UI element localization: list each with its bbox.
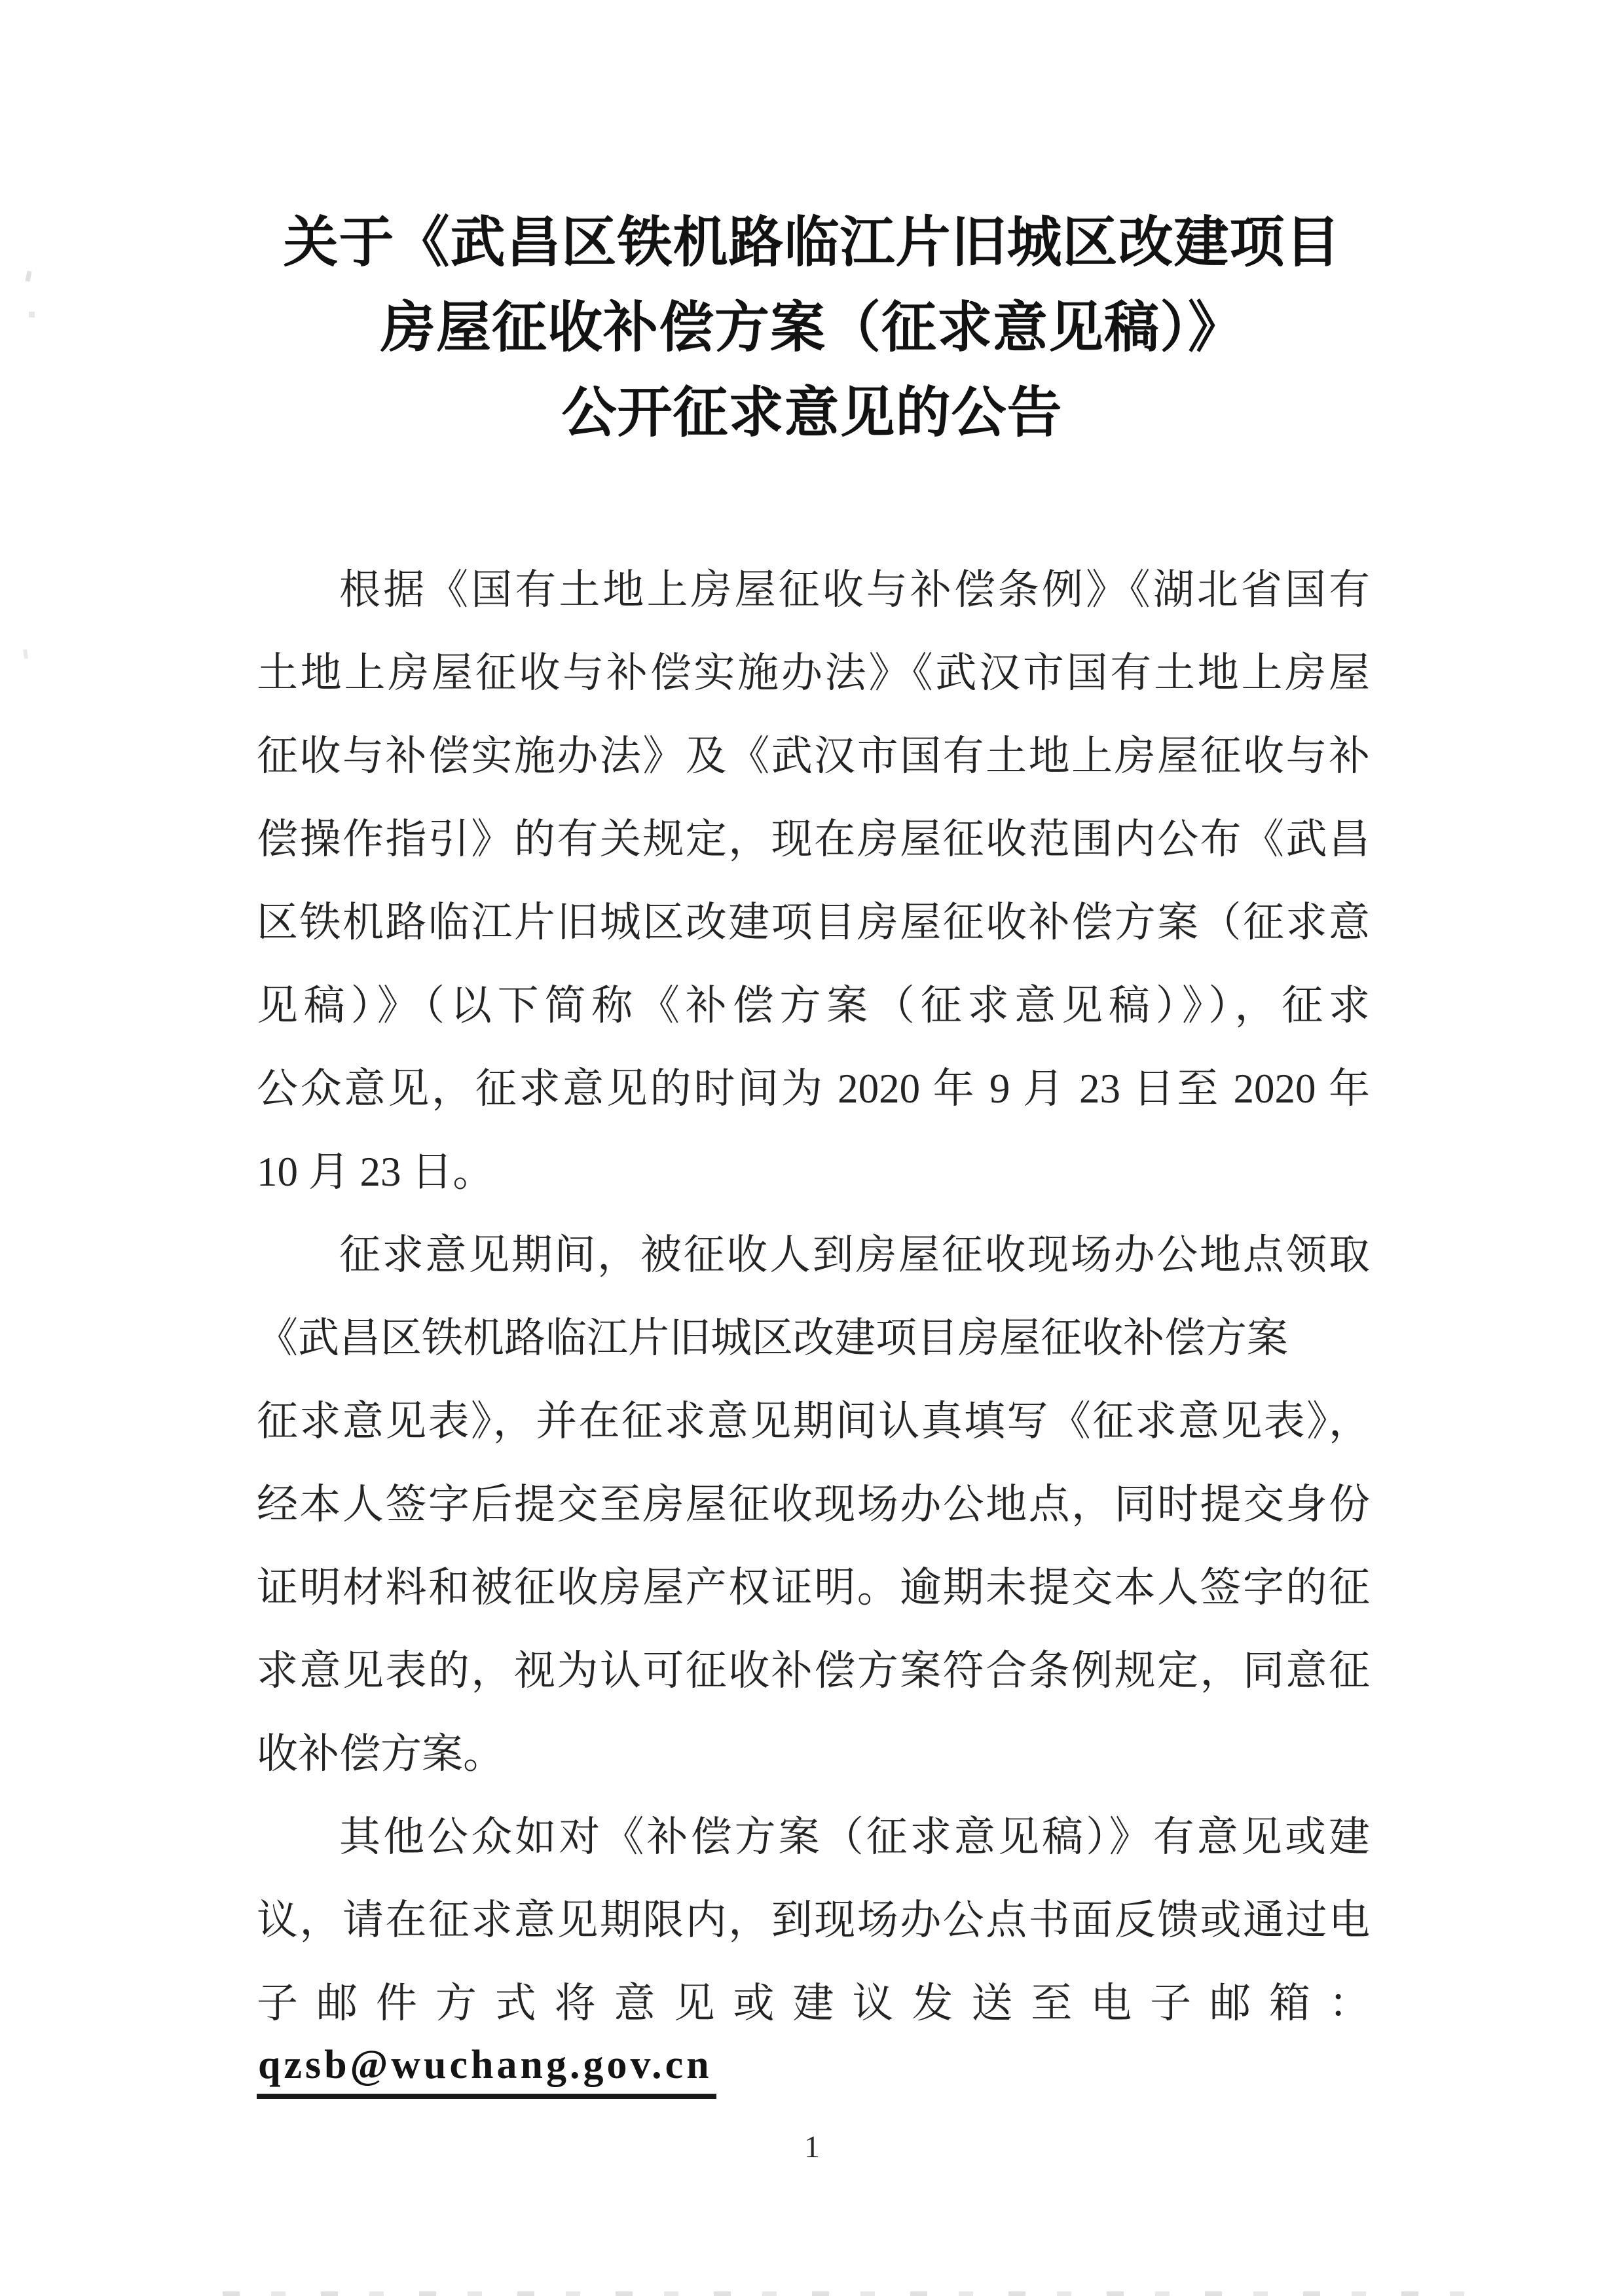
body-line: 收补偿方案。 [257, 1731, 504, 1777]
body-line: 求意见表的，视为认可征收补偿方案符合条例规定，同意征 [257, 1648, 1370, 1694]
title-line-3: 公开征求意见的公告 [561, 382, 1063, 443]
body-line: 土地上房屋征收与补偿实施办法》《武汉市国有土地上房屋 [257, 650, 1370, 696]
body-line: 偿操作指引》的有关规定，现在房屋征收范围内公布《武昌 [257, 816, 1370, 862]
next-page-text-bleed [223, 2291, 1493, 2296]
body-line: 征求意见表》，并在征求意见期间认真填写《征求意见表》， [257, 1398, 1370, 1444]
body-line: 根据《国有土地上房屋征收与补偿条例》《湖北省国有 [339, 567, 1370, 613]
scan-artifact [23, 649, 28, 659]
body-line: 《武昌区铁机路临江片旧城区改建项目房屋征收补偿方案 [257, 1315, 1288, 1361]
body-line: 征收与补偿实施办法》及《武汉市国有土地上房屋征收与补 [257, 733, 1370, 779]
body-line: 区铁机路临江片旧城区改建项目房屋征收补偿方案（征求意 [257, 900, 1370, 945]
scan-artifact [25, 270, 31, 282]
body-line: 证明材料和被征收房屋产权证明。逾期未提交本人签字的征 [257, 1565, 1370, 1611]
body-line: 征求意见期间，被征收人到房屋征收现场办公地点领取 [339, 1232, 1370, 1278]
title-line-1: 关于《武昌区铁机路临江片旧城区改建项目 [283, 211, 1341, 273]
body-line: 其他公众如对《补偿方案（征求意见稿）》有意见或建 [339, 1814, 1370, 1860]
body-line: 见稿）》（以下简称《补偿方案（征求意见稿）》），征求 [257, 983, 1370, 1029]
document-body [257, 549, 1370, 2045]
body-line: 10 月 23 日。 [257, 1149, 494, 1195]
page-number: 1 [804, 2130, 820, 2164]
title-line-2: 房屋征收补偿方案（征求意见稿）》 [380, 297, 1244, 358]
body-line: 公众意见，征求意见的时间为 2020 年 9 月 23 日至 2020 年 [257, 1066, 1370, 1112]
body-line: 子邮件方式将意见或建议发送至电子邮箱： [257, 1980, 1370, 2026]
body-line: 经本人签字后提交至房屋征收现场办公地点，同时提交身份 [257, 1482, 1370, 1527]
document-title [255, 200, 1369, 455]
email-address: qzsb@wuchang.gov.cn [257, 2043, 716, 2099]
body-line: 议，请在征求意见期限内，到现场办公点书面反馈或通过电 [257, 1897, 1370, 1943]
scan-artifact [29, 312, 35, 318]
